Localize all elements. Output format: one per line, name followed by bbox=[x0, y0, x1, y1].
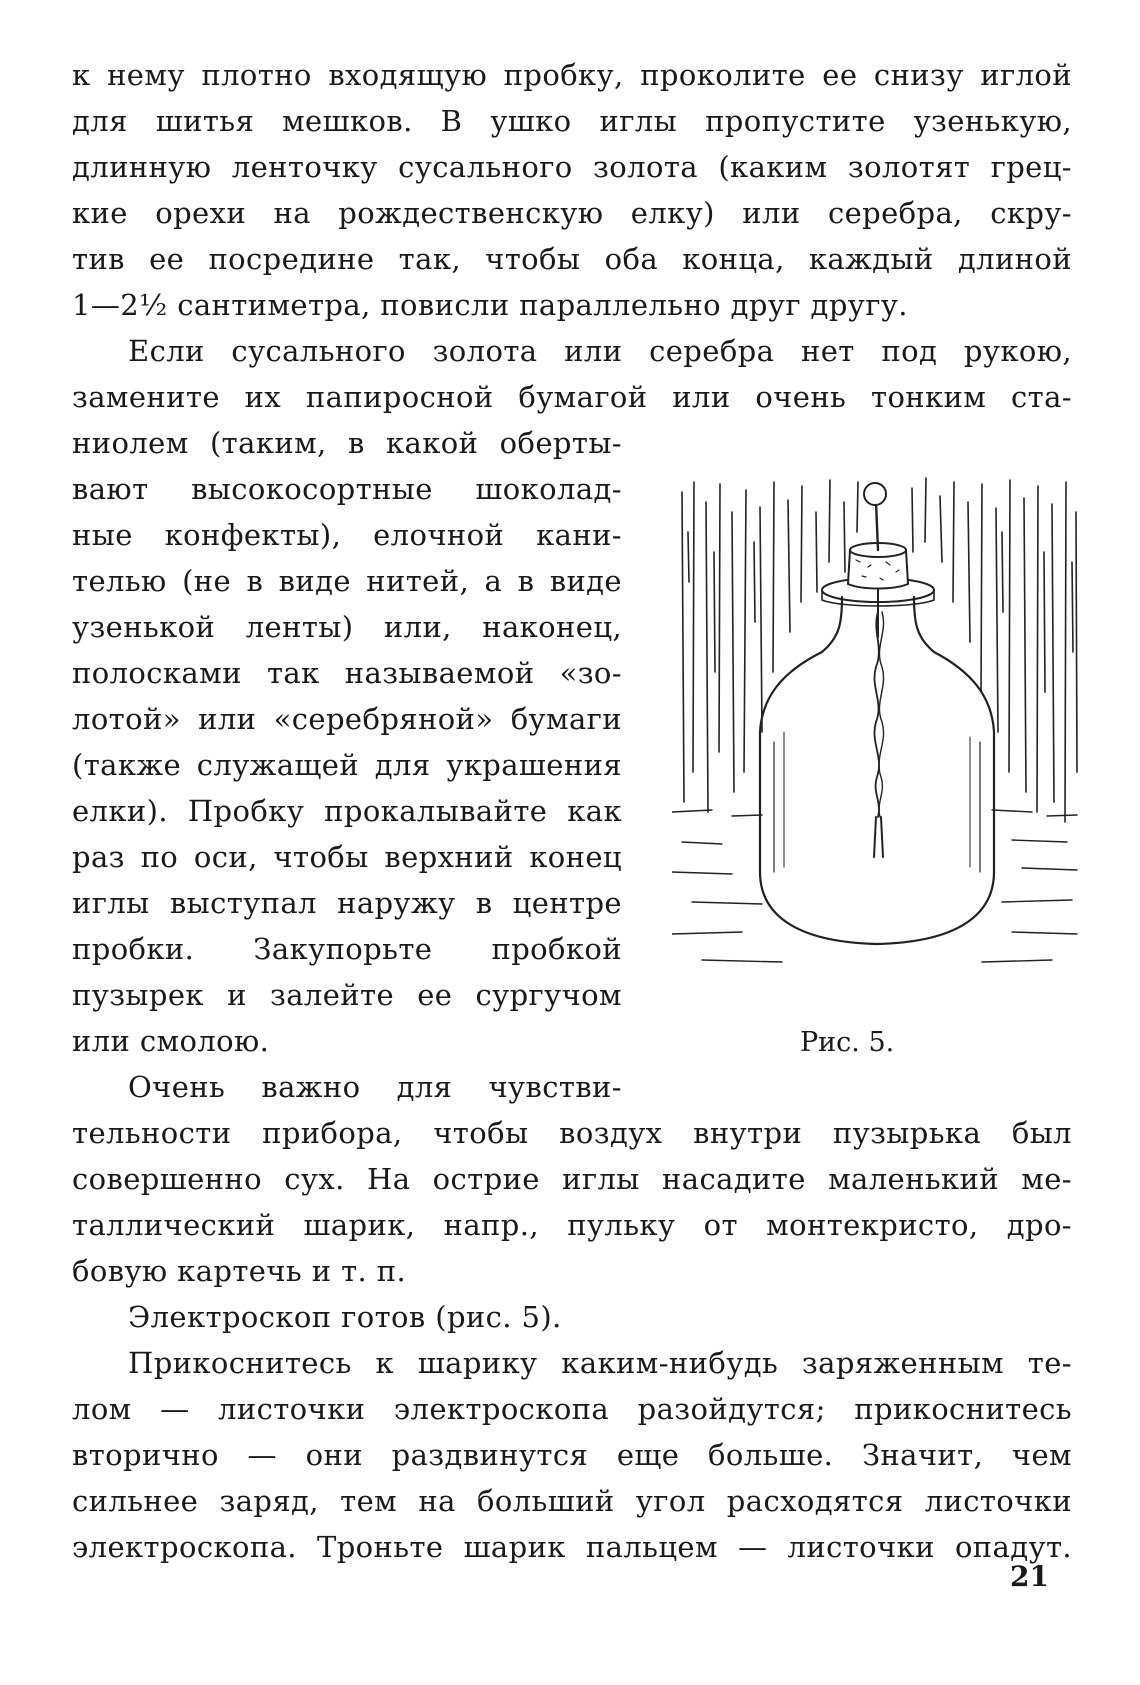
text-line: пузырек и залейте ее сургучом bbox=[72, 978, 622, 1012]
text-line: к нему плотно входящую пробку, проколите ее снизу иглой bbox=[72, 58, 1072, 92]
foil-leaf bbox=[874, 817, 876, 857]
text-line: таллический шарик, напр., пульку от монтекристо, дро- bbox=[72, 1208, 1072, 1242]
page-number: 21 bbox=[1010, 1560, 1049, 1593]
text-line: раз по оси, чтобы верхний конец bbox=[72, 840, 622, 874]
text-line: (также служащей для украшения bbox=[72, 748, 622, 782]
text-line: совершенно сух. На острие иглы насадите маленький ме- bbox=[72, 1162, 1072, 1196]
text-line: лом — листочки электроскопа разойдутся; прикоснитесь bbox=[72, 1392, 1072, 1426]
text-line: узенькой ленты) или, наконец, bbox=[72, 610, 622, 644]
text-line: сильнее заряд, тем на больший угол расходятся листочки bbox=[72, 1484, 1072, 1518]
paragraph-start-line: Прикоснитесь к шарику каким-нибудь заряженным те- bbox=[128, 1346, 1072, 1380]
text-line: иглы выступал наружу в центре bbox=[72, 886, 622, 920]
text-line: лотой» или «серебряной» бумаги bbox=[72, 702, 622, 736]
text-line: пробки. Закупорьте пробкой bbox=[72, 932, 622, 966]
text-line: электроскопа. Троньте шарик пальцем — листочки опадут. bbox=[72, 1530, 1072, 1564]
electroscope-illustration bbox=[672, 472, 1082, 992]
text-line: длинную ленточку сусального золота (каким золотят грец- bbox=[72, 150, 1072, 184]
paragraph-start-line: Электроскоп готов (рис. 5). bbox=[128, 1300, 562, 1334]
metal-ball bbox=[864, 483, 886, 505]
text-line: вают высокосортные шоколад- bbox=[72, 472, 622, 506]
text-line: телью (не в виде нитей, а в виде bbox=[72, 564, 622, 598]
foil-strip bbox=[874, 612, 879, 817]
text-line: ные конфекты), елочной кани- bbox=[72, 518, 622, 552]
text-line: кие орехи на рождественскую елку) или серебра, скру- bbox=[72, 196, 1072, 230]
text-line: вторично — они раздвинутся еще больше. Значит, чем bbox=[72, 1438, 1072, 1472]
text-line: 1—2½ сантиметра, повисли параллельно друг другу. bbox=[72, 288, 908, 322]
bottle-body bbox=[760, 597, 994, 944]
figure-caption: Рис. 5. bbox=[800, 1027, 895, 1058]
text-line: полосками так называемой «зо- bbox=[72, 656, 622, 690]
text-line: тельности прибора, чтобы воздух внутри пузырька был bbox=[72, 1116, 1072, 1150]
text-line: тив ее посредине так, чтобы оба конца, каждый длиной bbox=[72, 242, 1072, 276]
text-line: замените их папиросной бумагой или очень тонким ста- bbox=[72, 380, 1072, 414]
foil-leaf bbox=[881, 817, 883, 857]
text-line: ниолем (таким, в какой оберты- bbox=[72, 426, 622, 460]
paragraph-start-line: Очень важно для чувстви- bbox=[128, 1070, 622, 1104]
text-line: или смолою. bbox=[72, 1024, 270, 1058]
text-line: бовую картечь и т. п. bbox=[72, 1254, 407, 1288]
text-line: для шитья мешков. В ушко иглы пропустите узенькую, bbox=[72, 104, 1072, 138]
paragraph-start-line: Если сусального золота или серебра нет под рукою, bbox=[128, 334, 1072, 368]
text-line: елки). Пробку прокалывайте как bbox=[72, 794, 622, 828]
